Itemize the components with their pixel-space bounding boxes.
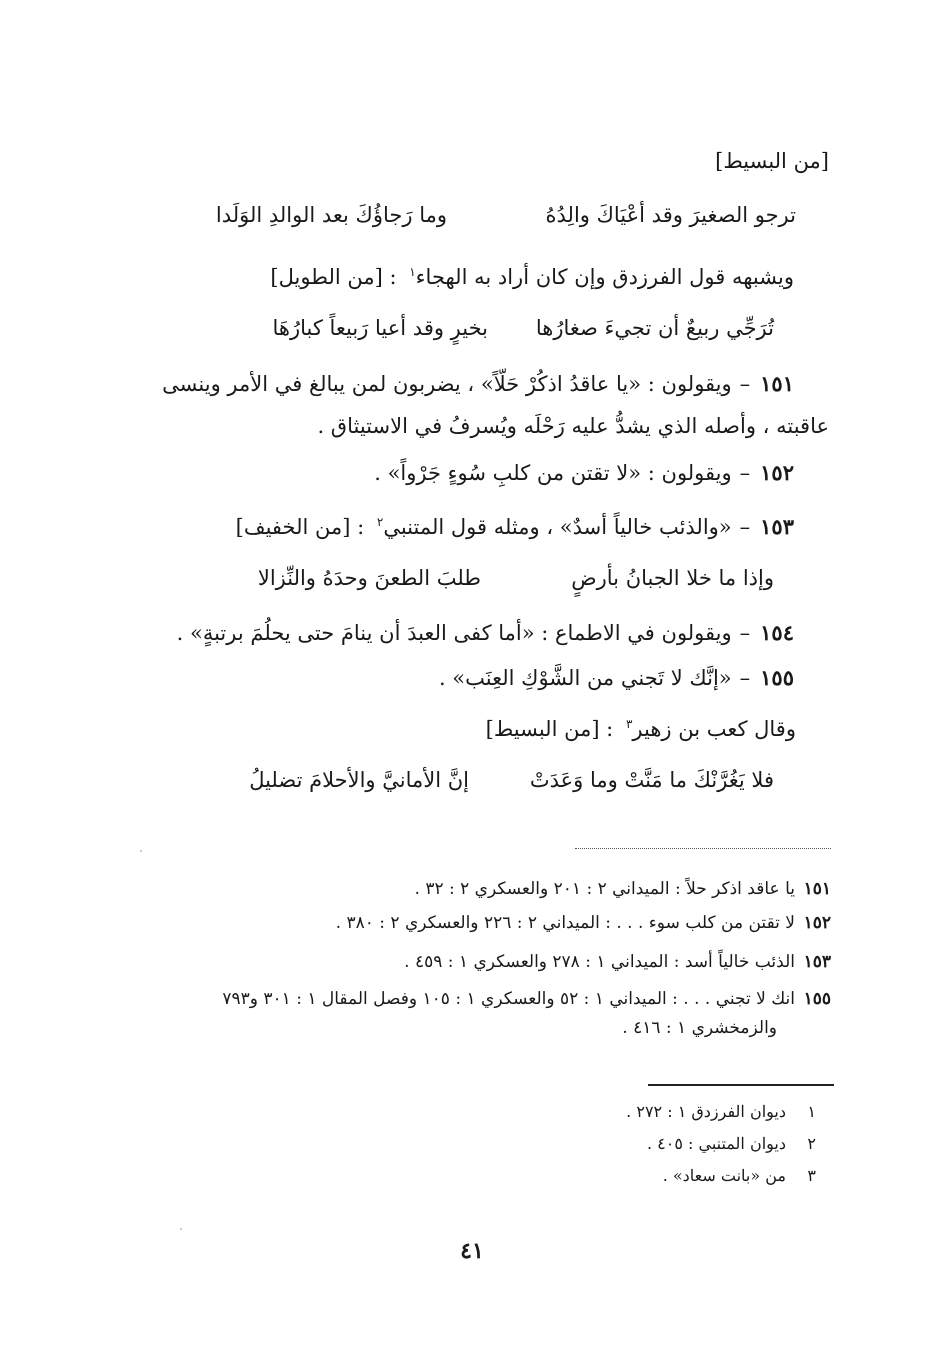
kaab-intro: وقال كعب بن زهير$^٣$ : [من البسيط]: [485, 717, 796, 741]
notes-divider: [648, 1084, 834, 1086]
farazdaq-intro: ويشبهه قول الفرزدق وإن كان أراد به الهجاء$^١$ : [من الطويل]: [270, 265, 794, 289]
source-151: ١٥١يا عاقد اذكر حلاً : الميداني ٢ : ٢٠١ والعسكري ٢ : ٣٢ .: [414, 879, 831, 899]
entry-151-continuation: عاقبته ، وأصله الذي يشدُّ عليه رَحْلَه ويُسرفُ في الاستيثاق .: [317, 414, 829, 438]
entry-number: ١٥٣: [760, 514, 794, 539]
entry-153: ١٥٣–«والذئب خالياً أسدٌ» ، ومثله قول المتنبي$^٢$ : [من الخفيف]: [235, 514, 794, 539]
scan-speck: [140, 850, 142, 852]
source-155: ١٥٥انك لا تجني . . . : الميداني ١ : ٥٢ والعسكري ١ : ١٠٥ وفصل المقال ١ : ٣٠١ و٧٩٣: [222, 989, 831, 1009]
page-number: ٤١: [460, 1238, 484, 1264]
meter-heading: [من البسيط]: [715, 149, 829, 173]
verse-2-second-hemistich: بخيرٍ وقد أعيا رَبيعاً كبارُهَا: [272, 316, 488, 340]
scan-speck: [180, 1228, 182, 1230]
footnote-ref-3: ٣: [625, 717, 633, 731]
verse-4-second-hemistich: إنَّ الأمانيَّ والأحلامَ تضليلُ: [249, 768, 469, 792]
entry-155: ١٥٥–«إنَّك لا تَجني من الشَّوْكِ العِنَب» .: [438, 665, 794, 690]
verse-3-second-hemistich: طلبَ الطعنَ وحدَهُ والنِّزالا: [257, 566, 481, 590]
verse-1-second-hemistich: وما رَجاؤُكَ بعد الوالدِ الوَلَدا: [215, 203, 447, 227]
note-2: ٢ديوان المتنبي : ٤٠٥ .: [646, 1134, 816, 1153]
entry-number: ١٥٤: [760, 620, 794, 645]
source-155-continuation: والزمخشري ١ : ٤١٦ .: [622, 1018, 777, 1038]
sources-divider: [575, 848, 831, 849]
verse-4-first-hemistich: فلا يَغُرَّنْكَ ما مَنَّتْ وما وَعَدَتْ: [529, 768, 774, 792]
verse-1-first-hemistich: ترجو الصغيرَ وقد أعْيَاكَ والِدُهُ: [545, 203, 796, 227]
entry-number: ١٥٥: [760, 665, 794, 690]
source-152: ١٥٢لا تقتن من كلب سوء . . . : الميداني ٢ : ٢٢٦ والعسكري ٢ : ٣٨٠ .: [335, 913, 831, 933]
entry-152: ١٥٢–ويقولون : «لا تقتن من كلبِ سُوءٍ جَرْواً» .: [374, 460, 794, 485]
note-3: ٣من «بانت سعاد» .: [662, 1166, 816, 1185]
footnote-ref-1: ١: [409, 265, 416, 279]
verse-3-first-hemistich: وإذا ما خلا الجبانُ بأرضٍ: [571, 566, 774, 590]
note-1: ١ديوان الفرزدق ١ : ٢٧٢ .: [626, 1102, 816, 1121]
entry-151: ١٥١–ويقولون : «يا عاقدُ اذكُرْ حَلّاً» ، يضربون لمن يبالغ في الأمر وينسى: [162, 371, 794, 396]
entry-number: ١٥١: [760, 371, 794, 396]
entry-154: ١٥٤–ويقولون في الاطماع : «أما كفى العبدَ أن ينامَ حتى يحلُمَ برتبةٍ» .: [176, 620, 794, 645]
entry-number: ١٥٢: [760, 460, 794, 485]
verse-2-first-hemistich: تُرَجِّي ربيعٌ أن تجيءَ صغارُها: [535, 316, 774, 340]
footnote-ref-2: ٢: [376, 515, 384, 529]
source-153: ١٥٣الذئب خالياً أسد : الميداني ١ : ٢٧٨ والعسكري ١ : ٤٥٩ .: [404, 952, 831, 972]
